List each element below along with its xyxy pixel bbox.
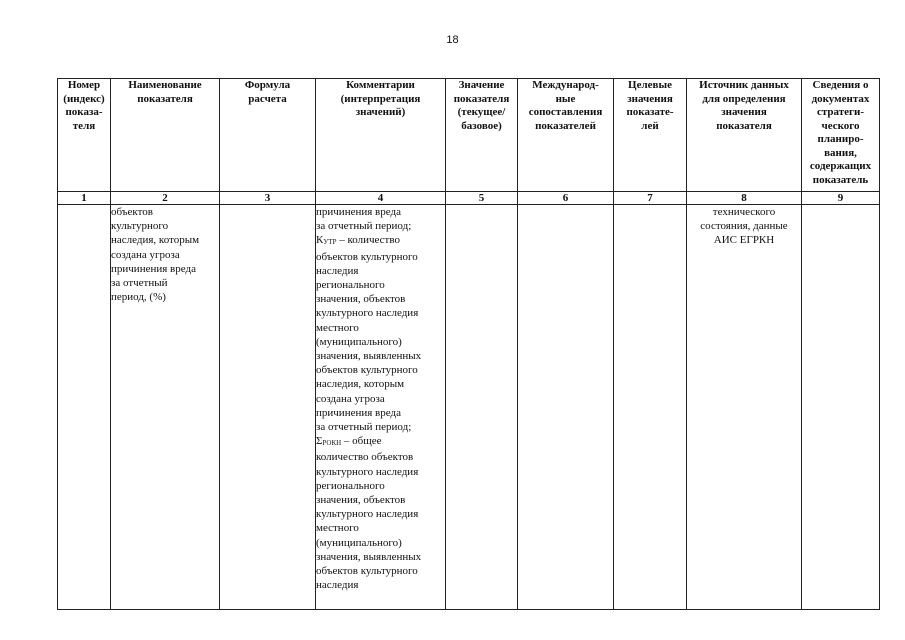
column-number: 5 [446, 192, 518, 205]
header-formula: Формула расчета [220, 79, 316, 192]
cell-target [614, 205, 687, 610]
header-international: Международ- ные сопоставления показателей [518, 79, 614, 192]
table-row [58, 205, 880, 610]
column-number: 1 [58, 192, 111, 205]
header-target: Целевые значения показате- лей [614, 79, 687, 192]
header-documents: Сведения о документах стратеги- ческого планиро- вания, содержащих показатель [802, 79, 880, 192]
header-value: Значение показателя (текущее/ базовое) [446, 79, 518, 192]
cell-comments: причинения вреда за отчетный период; КУТР – количество объектов культурного наследия регионального значения, объектов культурного наследия местного (муниципального) значения, выявленных объектов культурного наследия, которым создана угроза причинения вреда за отчетный период; ΣРОКН – общее количество объектов культурного наследия регионального значения, объектов культурного наследия местного (муниципального) значения, выявленных объектов культурного наследия [316, 205, 446, 610]
indicator-table [57, 78, 880, 610]
column-number: 9 [802, 192, 880, 205]
header-source: Источник данных для определения значения показателя [687, 79, 802, 192]
cell-formula [220, 205, 316, 610]
header-comments: Комментарии (интерпретация значений) [316, 79, 446, 192]
kutr-definition: КУТР – количество [316, 234, 400, 247]
header-name: Наименование показателя [111, 79, 220, 192]
header-row [58, 79, 880, 192]
column-number: 8 [687, 192, 802, 205]
column-number: 4 [316, 192, 446, 205]
page-number: 18 [446, 34, 459, 46]
header-index: Номер (индекс) показа- теля [58, 79, 111, 192]
column-number: 6 [518, 192, 614, 205]
column-number: 3 [220, 192, 316, 205]
column-number: 7 [614, 192, 687, 205]
column-number: 2 [111, 192, 220, 205]
cell-international [518, 205, 614, 610]
column-number-row [58, 192, 880, 205]
sigma-definition: ΣРОКН – общее [316, 435, 382, 448]
cell-indicator-name: объектов культурного наследия, которым создана угроза причинения вреда за отчетный период, (%) [111, 205, 220, 610]
cell-source: технического состояния, данные АИС ЕГРКН [687, 205, 802, 610]
cell-documents [802, 205, 880, 610]
cell-index [58, 205, 111, 610]
cell-value [446, 205, 518, 610]
